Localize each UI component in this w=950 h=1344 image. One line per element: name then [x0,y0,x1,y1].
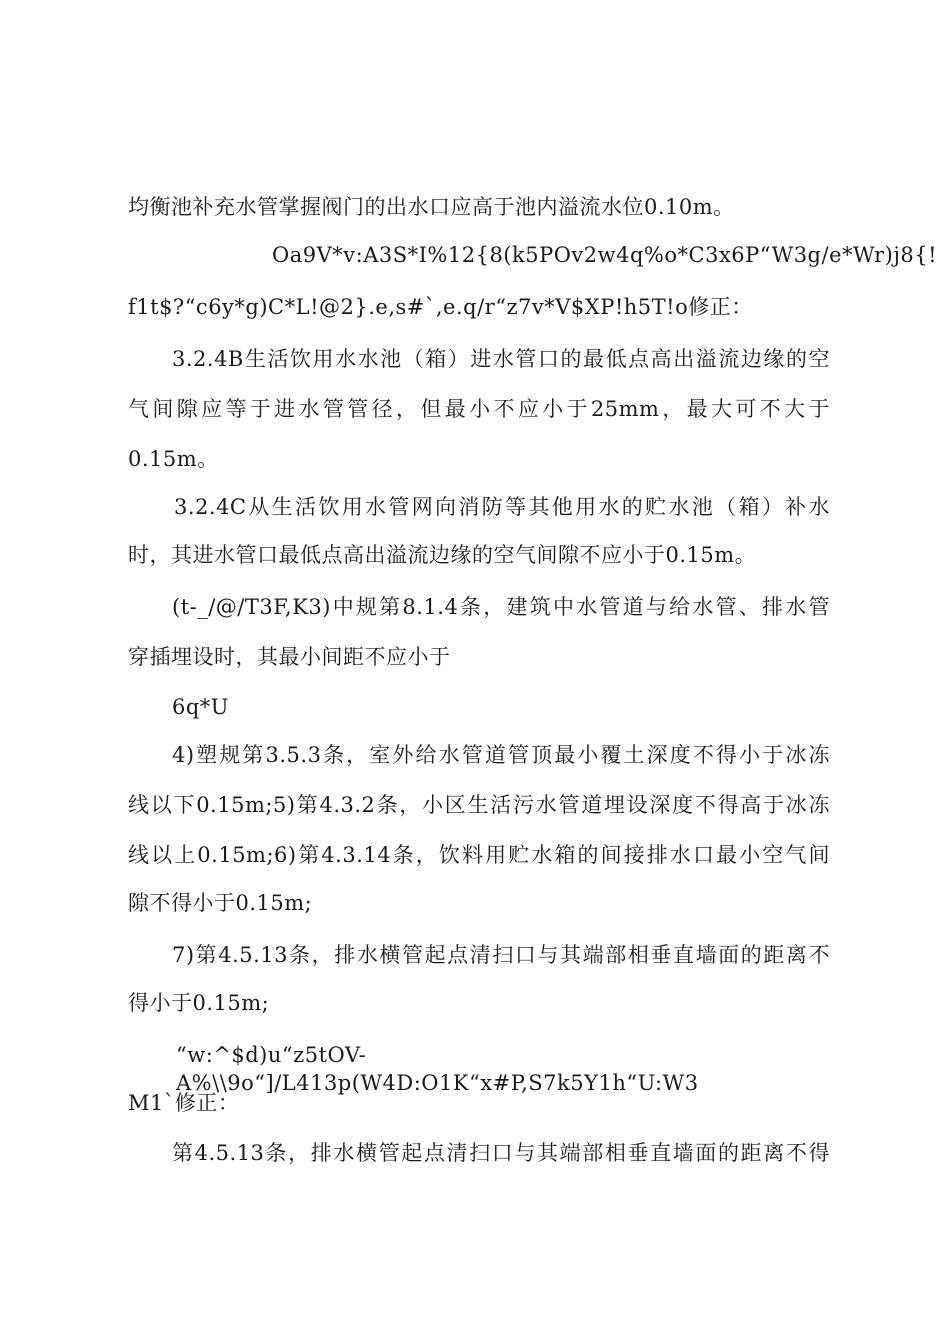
text-line: f1t$?“c6y*g)C*L!@2}.e,s#`,e.q/r“z7v*V$XP!h5T!o修正： [128,295,753,319]
text-line: 隙不得小于0.15m; [128,891,313,915]
text-line: 6q*U [172,695,230,719]
text-line: “w:^$d)u“z5tOV-A%\\9o“]/L413p(W4D:O1K“x#P,S7k5Y1h“U:W3 [176,1043,699,1095]
text-line: 3.2.4C从生活饮用水管网向消防等其他用水的贮水池（箱）补水 [174,495,830,519]
text-line: 气间隙应等于进水管管径，但最小不应小于25mm，最大可不大于 [128,397,830,421]
text-line: Oa9V*v:A3S*I%12{8(k5POv2w4q%o*C3x6P“W3g/e*Wr)j8{! [272,243,938,267]
text-line: (t-_/@/T3F,K3)中规第8.1.4条，建筑中水管道与给水管、排水管 [172,595,830,619]
text-line: M1`修正： [128,1091,240,1115]
text-line: 穿插埋设时，其最小间距不应小于 [128,645,451,669]
text-line: 第4.5.13条，排水横管起点清扫口与其端部相垂直墙面的距离不得 [172,1141,830,1165]
text-line: 线以上0.15m;6)第4.3.14条，饮料用贮水箱的间接排水口最小空气间 [128,843,830,867]
text-line: 得小于0.15m; [128,991,270,1015]
text-line: 线以下0.15m;5)第4.3.2条，小区生活污水管道埋设深度不得高于冰冻 [128,793,830,817]
text-line: 4)塑规第3.5.3条，室外给水管道管顶最小覆土深度不得小于冰冻 [172,743,830,767]
text-line: 均衡池补充水管掌握阀门的出水口应高于池内溢流水位0.10m。 [128,195,735,219]
text-line: 7)第4.5.13条，排水横管起点清扫口与其端部相垂直墙面的距离不 [172,943,830,967]
text-line: 0.15m。 [128,447,219,471]
text-line: 3.2.4B生活饮用水水池（箱）进水管口的最低点高出溢流边缘的空 [172,347,830,371]
text-line: 时，其进水管口最低点高出溢流边缘的空气间隙不应小于0.15m。 [128,543,757,567]
